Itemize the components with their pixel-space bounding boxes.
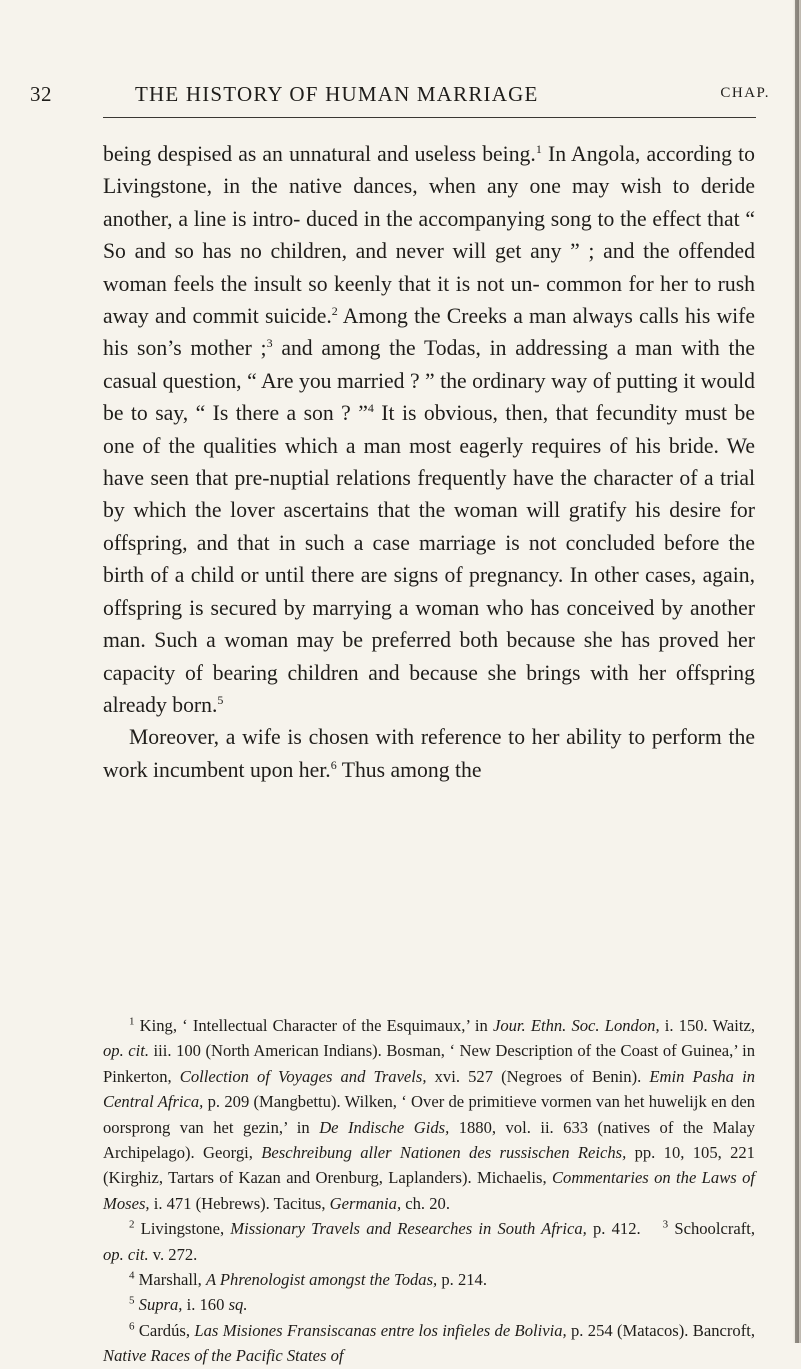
footnote-number: 3	[662, 1218, 669, 1231]
footnote-ref: 5	[217, 692, 224, 707]
footnote-title: Emin Pasha in Central Africa,	[103, 1066, 755, 1112]
footnote-title: Native Races of the Pacific States of	[103, 1346, 344, 1366]
footnote-4	[103, 1267, 755, 1292]
footnote-ref: 4	[367, 401, 374, 416]
main-text	[103, 138, 755, 786]
footnote-2	[103, 1216, 755, 1267]
page-edge	[795, 0, 799, 1343]
footnote-text: i. 160	[182, 1295, 229, 1315]
footnote-ref: 2	[331, 303, 338, 318]
text-run: It is obvious, then, that fecundity must be one of the qualities which a man most eagerly requires of his bride. We have seen that pre-nuptial relations frequently have the character of a trial by which the lover ascertains that the woman will gratify his desire for offspring, and that in such a case marriage is not concluded before the birth of a child or until there are signs of pregnancy. In other cases, again, offspring is secured by marrying a woman who has conceived by another man. Such a woman may be preferred both because she has proved her capacity of bearing children and because she brings with her offspring already born.	[103, 401, 755, 717]
footnote-text: iii. 100 (North American Indians). Bosman, ‘ New Description of the Coast of Guinea,’ in Pinkerton,	[103, 1041, 755, 1086]
footnote-title: De Indische Gids,	[319, 1117, 450, 1137]
text-run: being despised as an unnatural and useless being.	[103, 142, 536, 166]
footnote-ref: 1	[535, 141, 542, 156]
paragraph-1	[103, 138, 755, 721]
text-run: Thus among the	[336, 757, 482, 782]
footnote-number: 4	[129, 1269, 135, 1282]
footnote-text: p. 209 (Mangbettu). Wilken, ‘ Over de primitieve vormen van het huwelijk en den oorsprong van het gezin,’ in	[103, 1092, 755, 1137]
footnote-title: Las Misiones Fransiscanas entre los infieles de Bolivia,	[194, 1320, 567, 1340]
footnote-title: op. cit.	[103, 1041, 150, 1061]
footnote-text: p. 254 (Matacos). Bancroft,	[566, 1320, 755, 1340]
footnote-text: Livingstone,	[134, 1219, 231, 1239]
footnote-text: pp. 10, 105, 221 (Kirghiz, Tartars of Kazan and Orenburg, Laplanders). Michaelis,	[103, 1143, 755, 1188]
footnote-title: Missionary Travels and Researches in South Africa,	[230, 1219, 587, 1239]
footnote-text: Cardús,	[134, 1320, 195, 1340]
chapter-abbrev: CHAP.	[720, 85, 770, 101]
footnote-title: Supra,	[138, 1295, 183, 1315]
footnote-title: sq.	[228, 1295, 248, 1315]
footnote-ref: 6	[330, 757, 337, 772]
text-run: In Angola, according to Livingstone, in the native dances, when any one may wish to deride another, a line is intro- duced in the accompanying song to the effect that “ So and so has no children, and never will get any ” ; and the offended woman feels the insult so keenly that it is not un- common for her to rush away and commit suicide.	[103, 142, 755, 329]
footnote-title: Beschreibung aller Nationen des russischen Reichs,	[261, 1143, 627, 1163]
footnote-number: 6	[129, 1320, 135, 1333]
footnote-title: Commentaries on the Laws of Moses,	[103, 1168, 755, 1213]
page-number: 32	[30, 82, 52, 106]
header-rule	[103, 117, 756, 118]
text-run: Among the Creeks a man always calls his wife his son’s mother ;	[103, 304, 755, 361]
footnote-number: 5	[129, 1294, 135, 1307]
footnote-5	[103, 1292, 755, 1317]
footnote-title: Germania,	[329, 1193, 402, 1213]
footnote-title: Jour. Ethn. Soc. London,	[492, 1016, 660, 1035]
footnotes	[103, 1013, 755, 1369]
footnote-text: 1880, vol. ii. 633 (natives of the Malay Archipelago). Georgi,	[103, 1117, 755, 1163]
footnote-number: 2	[129, 1218, 135, 1231]
text-run: and among the Todas, in addressing a man with the casual question, “ Are you married ? ” the ordinary way of putting it would be to say, “ Is there a son ? ”	[103, 336, 756, 426]
footnote-text: King, ‘ Intellectual Character of the Esquimaux,’ in	[134, 1016, 493, 1035]
footnote-1	[103, 1013, 755, 1216]
running-header	[30, 82, 770, 112]
footnote-text: p. 412.	[586, 1219, 641, 1239]
footnote-title: Collection of Voyages and Travels,	[179, 1066, 427, 1086]
paragraph-2	[103, 721, 755, 786]
footnote-text: v. 272.	[148, 1244, 198, 1264]
footnote-text: xvi. 527 (Negroes of Benin).	[426, 1066, 650, 1086]
footnote-text: Schoolcraft,	[668, 1219, 755, 1239]
footnote-text: ch. 20.	[401, 1193, 450, 1213]
footnote-text: Marshall,	[134, 1270, 206, 1290]
footnote-6	[103, 1318, 755, 1369]
running-title: THE HISTORY OF HUMAN MARRIAGE	[135, 82, 539, 106]
footnote-ref: 3	[266, 336, 273, 351]
footnote-title: op. cit.	[103, 1244, 149, 1264]
footnote-text: i. 471 (Hebrews). Tacitus,	[149, 1193, 330, 1213]
footnote-title: A Phrenologist amongst the Todas,	[205, 1270, 438, 1290]
footnote-text: p. 214.	[437, 1270, 487, 1290]
text-run: Moreover, a wife is chosen with reference to her ability to perform the work incumbent upon her.	[103, 725, 755, 782]
footnote-text: i. 150. Waitz,	[659, 1016, 755, 1035]
footnote-number: 1	[129, 1015, 135, 1028]
